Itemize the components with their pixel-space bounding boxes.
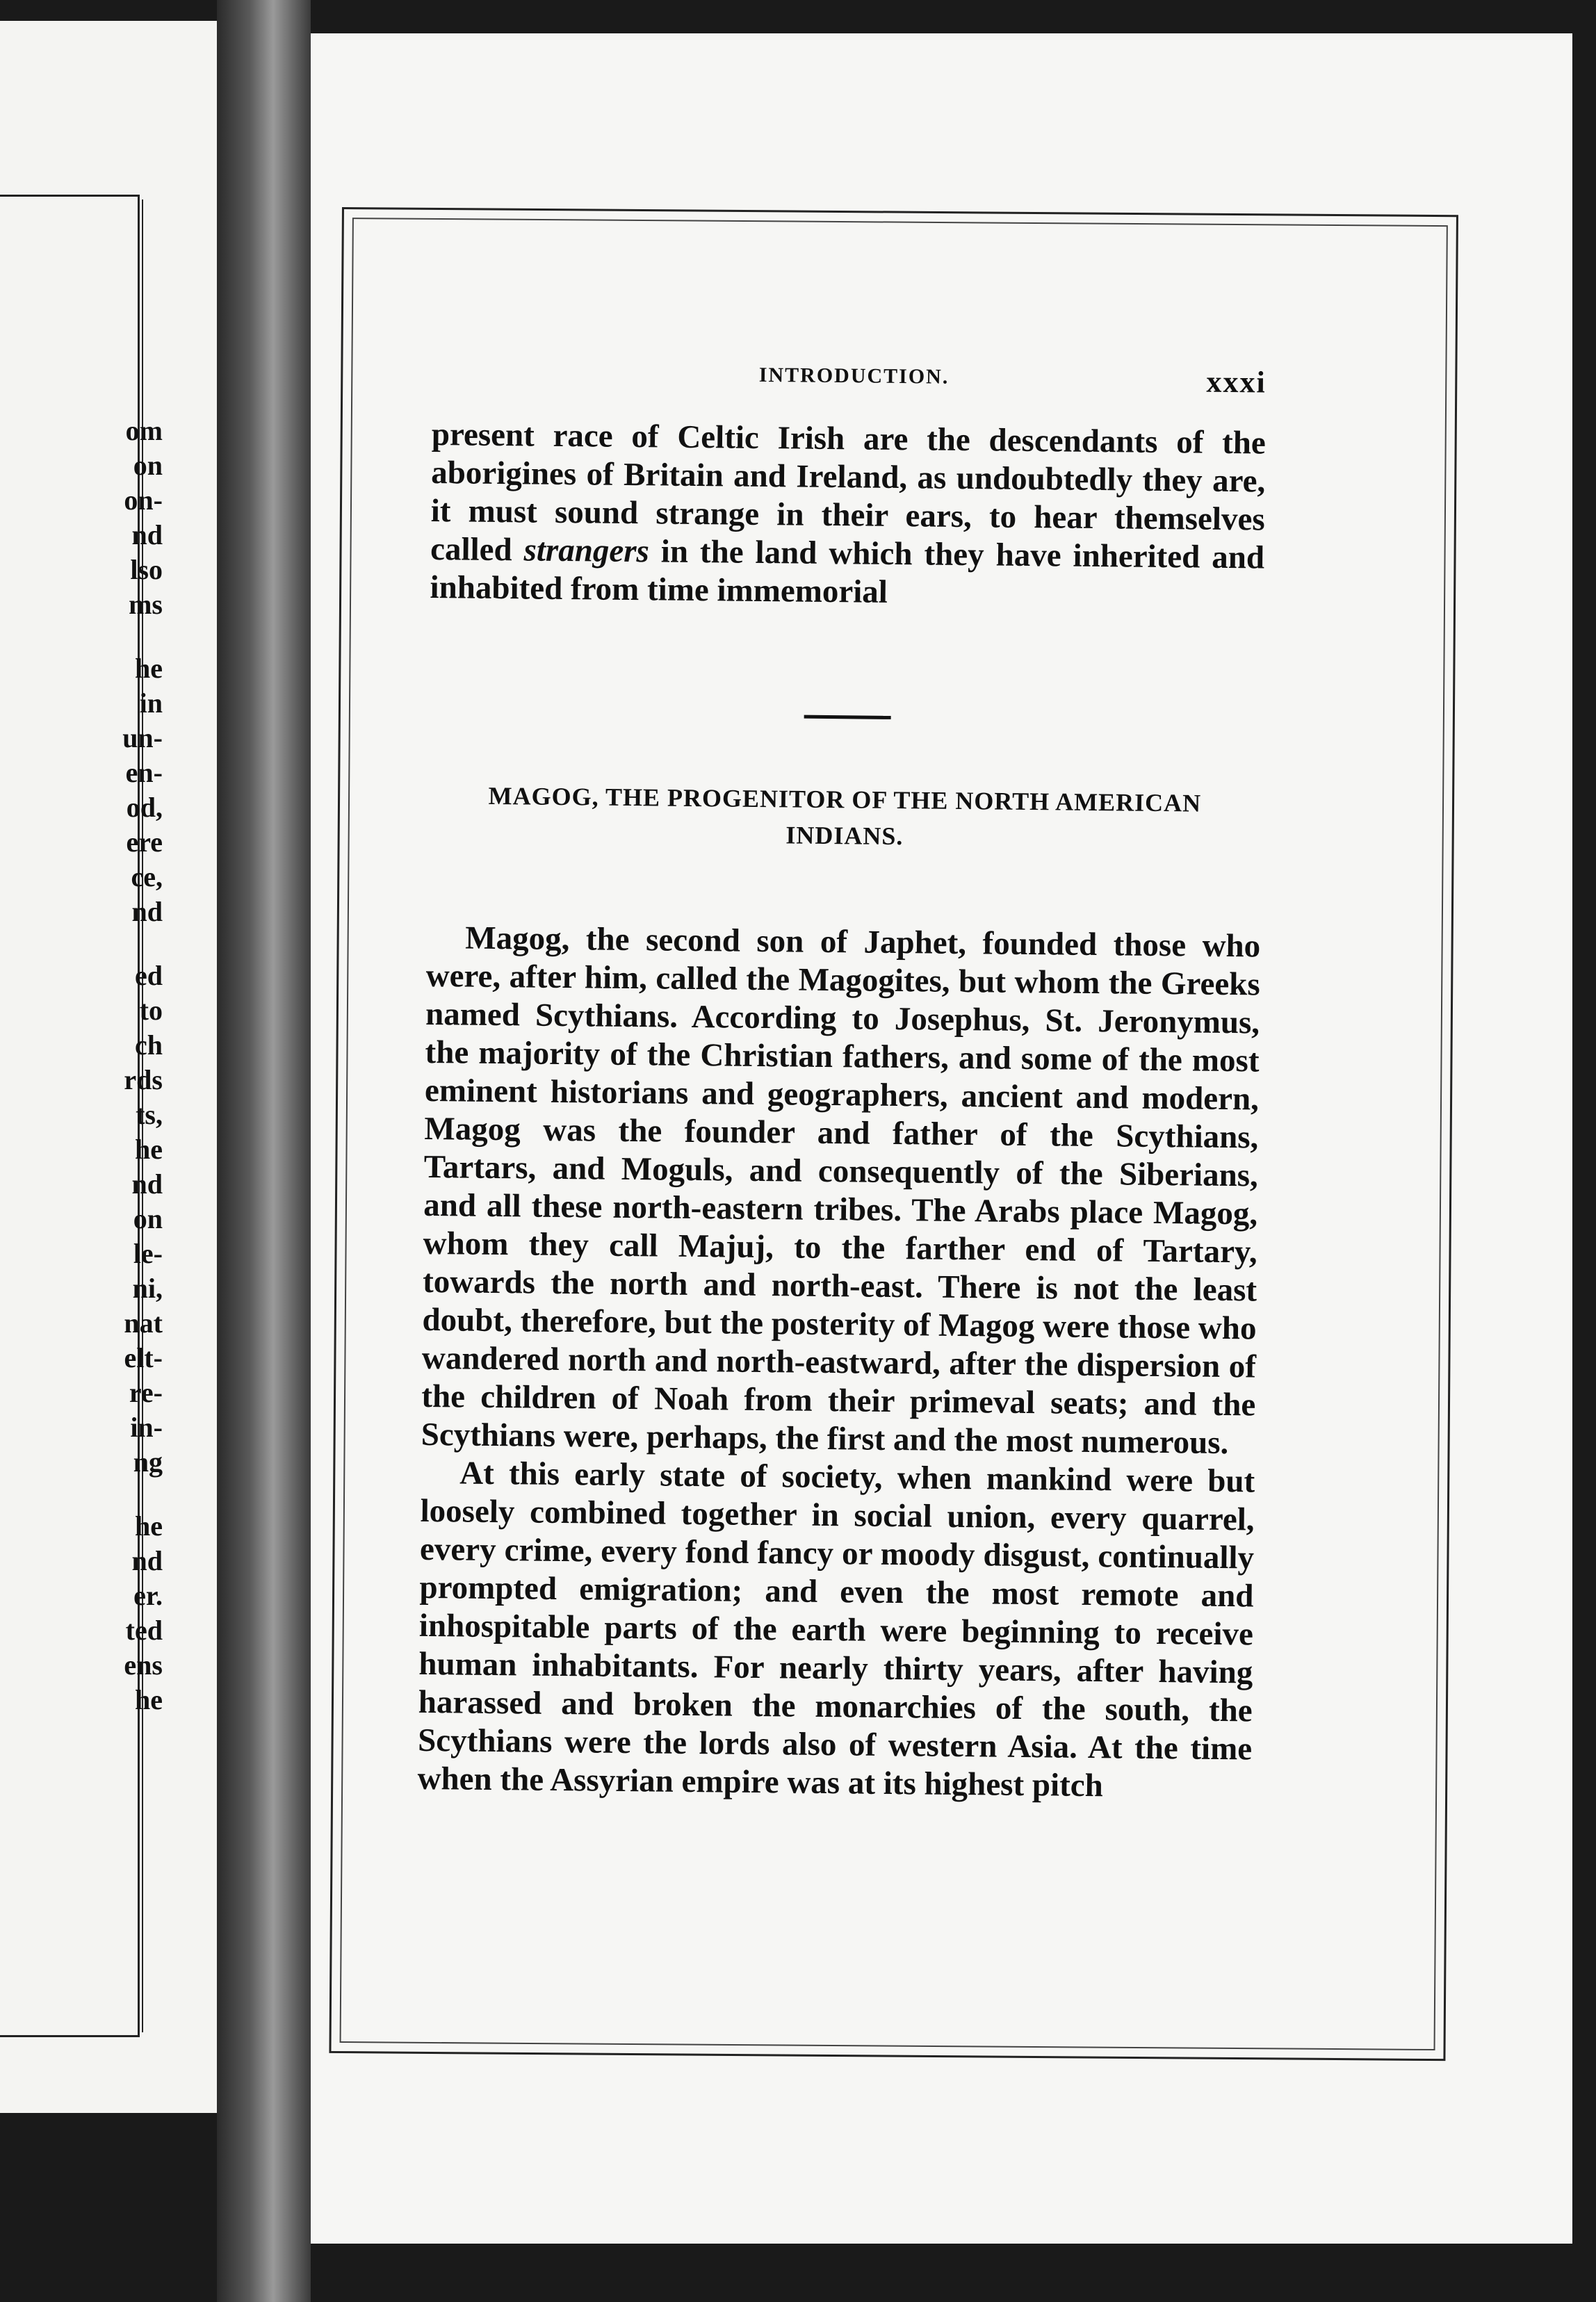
previous-page-fragment: on- <box>124 484 163 516</box>
previous-page-fragment: elt- <box>124 1342 163 1373</box>
previous-page-fragment: nd <box>131 519 163 550</box>
previous-page-fragment: ch <box>135 1029 163 1061</box>
section-heading: MAGOG, THE PROGENITOR OF THE NORTH AMERICAN INDIANS. <box>488 781 1202 851</box>
previous-page-fragment: nat <box>124 1307 163 1339</box>
book-gutter <box>217 0 311 2302</box>
previous-page-fragment: ed <box>135 960 163 991</box>
previous-page-fragment: ens <box>124 1649 163 1681</box>
previous-page-fragment: od, <box>126 792 163 823</box>
previous-page-fragment <box>65 929 163 958</box>
previous-page-fragment: on <box>133 450 163 481</box>
book-page <box>311 33 1572 2244</box>
previous-page-fragment: le- <box>133 1238 163 1269</box>
running-head <box>432 360 1267 425</box>
previous-page-fragment: ni, <box>132 1273 163 1304</box>
running-head-title: INTRODUCTION. <box>758 363 950 389</box>
previous-page-fragment: nd <box>131 1545 163 1576</box>
previous-page-text-fragments <box>65 414 163 1717</box>
previous-page-fragment: lso <box>130 554 163 585</box>
previous-page-fragment: ts, <box>136 1099 163 1130</box>
previous-page-fragment: he <box>135 1134 163 1165</box>
previous-page-fragment: om <box>125 415 163 446</box>
previous-page <box>0 21 217 2113</box>
previous-page-fragment: ce, <box>131 861 163 892</box>
previous-page-fragment: he <box>135 1684 163 1715</box>
previous-page-fragment: en- <box>125 757 163 788</box>
previous-page-fragment: in- <box>130 1412 163 1443</box>
previous-page-fragment: ere <box>126 826 163 858</box>
previous-page-fragment: ms <box>129 589 163 620</box>
previous-page-fragment: he <box>135 1510 163 1542</box>
previous-page-fragment: un- <box>122 722 163 753</box>
body-paragraph-1: Magog, the second son of Japhet, founded those who were, after him, called the Magogites, but whom the Greeks named Scythians. According to Josephus, St. Jeronymus, the majority of the Christian fathers, and some of the most eminent historians and geographers, ancient and modern, Magog was the founder and father of the Scythians, Tartars, and Moguls, and consequently of the Siberians, and all these north-eastern tribes. The Arabs place Magog, whom they call Majuj, to the farther end of Tartary, towards the north and north-east. There is not the least doubt, therefore, but the posterity of Magog were those who wandered north and north-eastward, after the dispersion of the children of Noah from their primeval seats; and the Scythians were, perhaps, the first and the most numerous. <box>421 920 1261 1462</box>
previous-page-fragment <box>65 622 163 651</box>
previous-page-fragment: he <box>135 653 163 684</box>
opening-paragraph-text: present race of Celtic Irish are the descendants of the aborigines of Britain and Ireland, as undoubtedly they are, it must sound strange in their ears, to hear themselves called <box>430 416 1267 569</box>
opening-paragraph <box>430 416 1266 616</box>
previous-page-fragment: rds <box>124 1064 163 1095</box>
opening-paragraph-text-end: in the land which they have inherited and inhabited from time immemorial <box>430 533 1265 610</box>
previous-page-fragment: to <box>139 995 163 1026</box>
previous-page-fragment: nd <box>131 896 163 927</box>
previous-page-fragment: on <box>133 1203 163 1234</box>
previous-page-fragment: ng <box>133 1446 163 1478</box>
page-number: xxxi <box>1206 364 1267 400</box>
previous-page-fragment <box>65 1480 163 1509</box>
page-content <box>417 360 1267 1806</box>
previous-page-fragment: ted <box>125 1615 163 1646</box>
previous-page-fragment: nd <box>131 1168 163 1200</box>
previous-page-fragment: re- <box>129 1377 163 1408</box>
previous-page-fragment: er. <box>133 1580 163 1611</box>
section-divider <box>804 715 891 719</box>
body-paragraph-2: At this early state of society, when mankind were but loosely combined together in social union, every quarrel, every crime, every fond fancy or moody disgust, continually prompted emigration; and even the most remote and inhospitable parts of the earth were beginning to receive human inhabitants. For nearly thirty years, after having harassed and broken the monarchies of the south, the Scythians were the lords also of western Asia. At the time when the Assyrian empire was at its highest pitch <box>417 1455 1255 1804</box>
previous-page-fragment: in <box>139 687 163 719</box>
italic-word-strangers: strangers <box>523 532 650 570</box>
